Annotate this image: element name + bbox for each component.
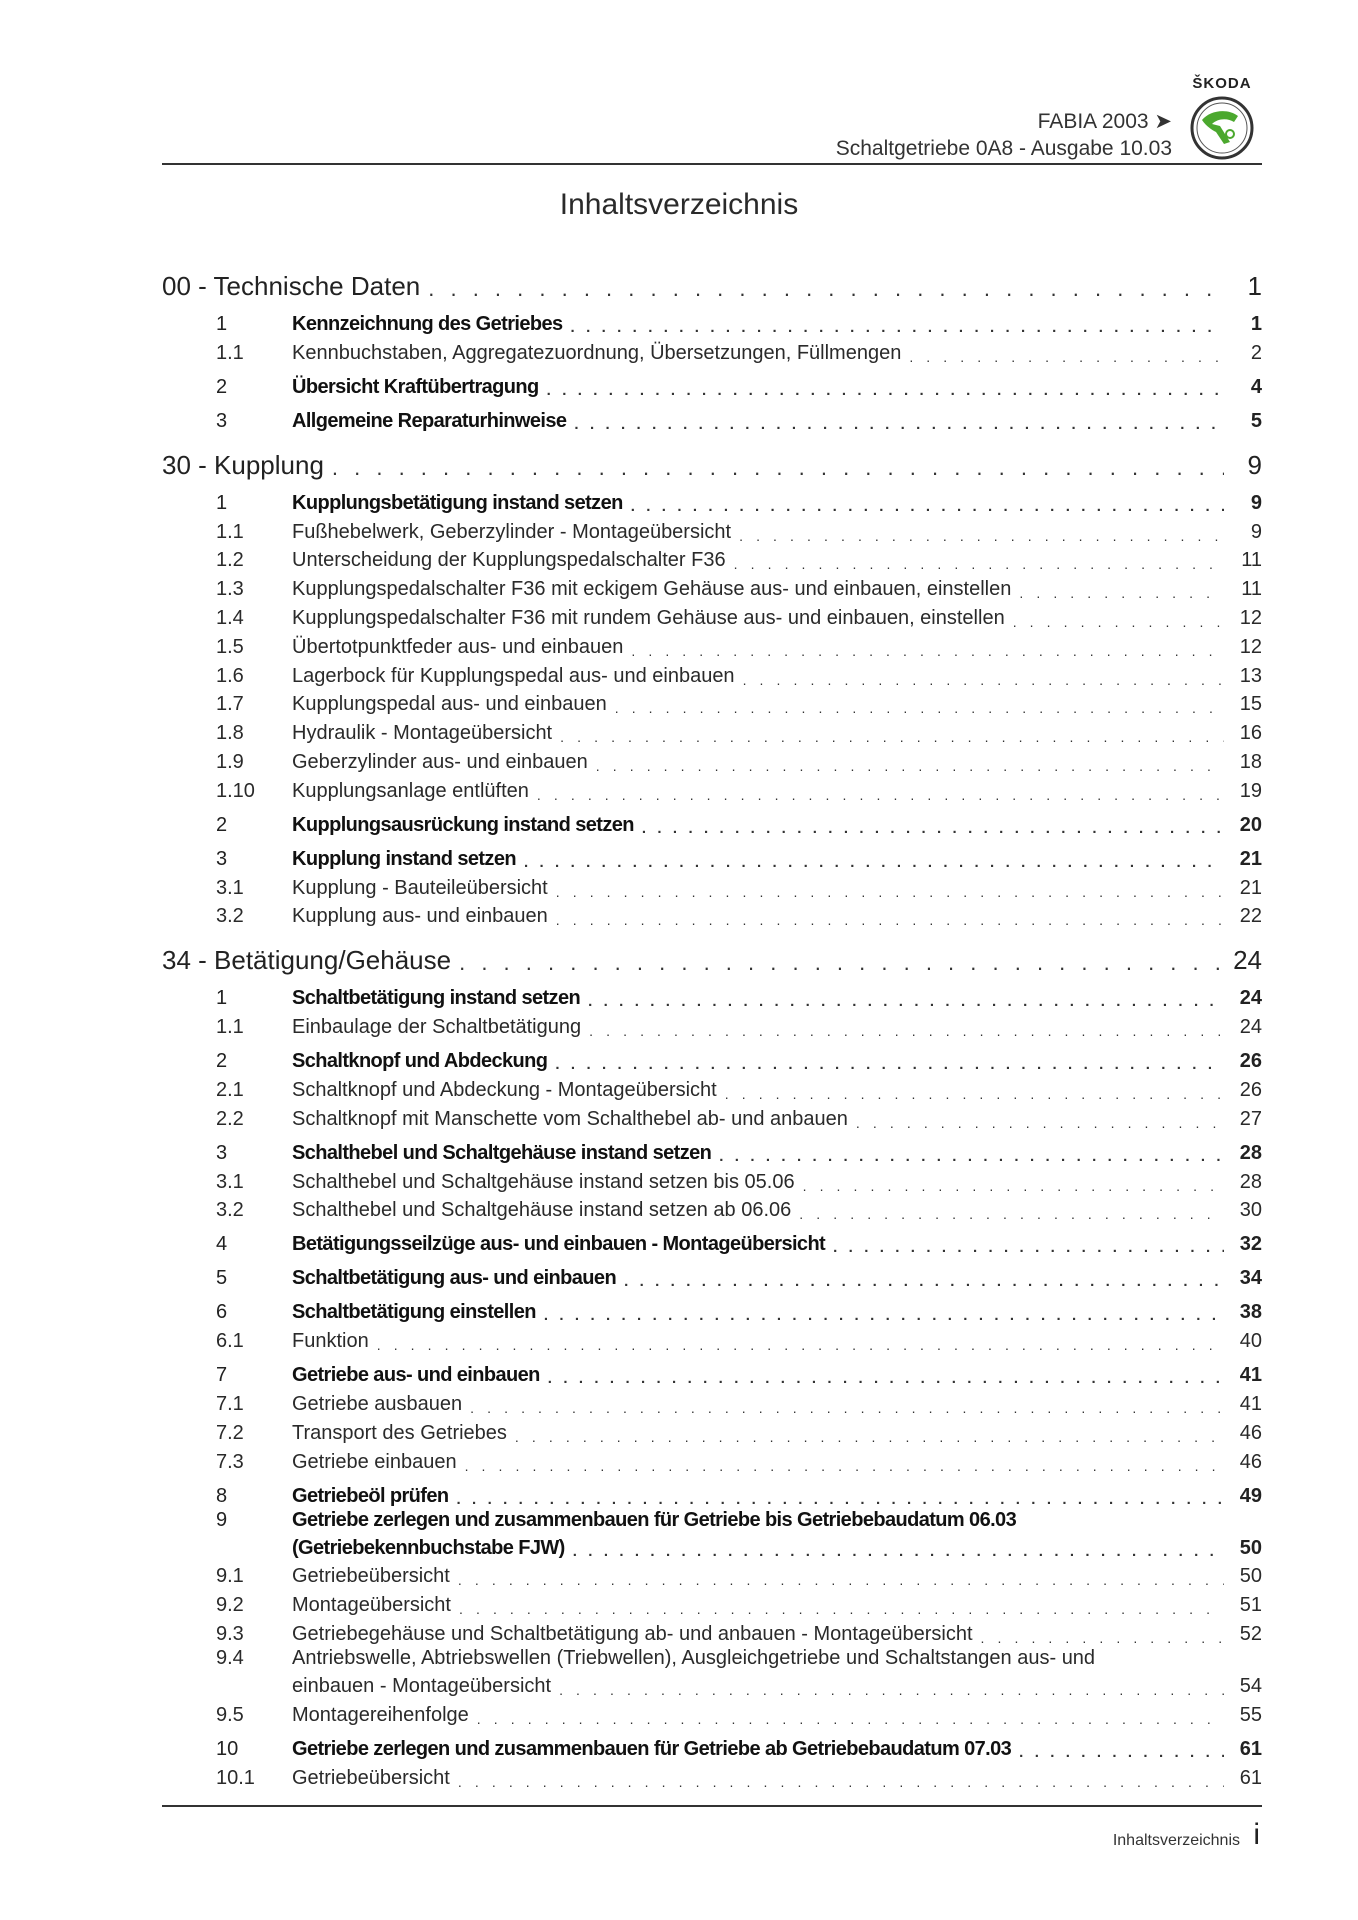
entry-number: 1.9: [216, 750, 244, 773]
leader-dots: [1013, 614, 1224, 630]
entry-page-number: 40: [1239, 1330, 1262, 1353]
entry-title: Getriebe aus- und einbauen: [292, 1364, 540, 1387]
entry-title: Einbaulage der Schaltbetätigung: [292, 1016, 582, 1039]
leader-dots: [548, 1370, 1224, 1387]
leader-dots: [555, 1056, 1224, 1073]
entry-page-number: 21: [1239, 847, 1262, 870]
toc-entry[interactable]: [162, 976, 1262, 1010]
entry-number: 3.2: [216, 1199, 244, 1222]
entry-title: Kupplungspedal aus- und einbauen: [292, 693, 607, 716]
leader-dots: [457, 1491, 1225, 1508]
toc-entry[interactable]: [162, 837, 1262, 871]
entry-title: Geberzylinder aus- und einbauen: [292, 750, 588, 773]
section-title: 30 - Kupplung: [162, 449, 324, 480]
toc-entry[interactable]: [162, 399, 1262, 433]
leader-dots: [743, 672, 1224, 688]
entry-page-number: 9: [1250, 520, 1262, 543]
page-header: [162, 75, 1262, 165]
leader-dots: [458, 1572, 1224, 1588]
entry-title: Kupplungspedalschalter F36 mit rundem Gehäuse aus- und einbauen, einstellen: [292, 606, 1005, 629]
entry-number: 1.7: [216, 693, 244, 716]
entry-number: 9.5: [216, 1703, 244, 1726]
entry-page-number: 28: [1239, 1141, 1262, 1164]
toc-entry[interactable]: [162, 1588, 1262, 1617]
entry-number: 7.2: [216, 1421, 244, 1444]
toc-entry[interactable]: [162, 1165, 1262, 1194]
entry-title: Übertotpunktfeder aus- und einbauen: [292, 635, 624, 658]
toc-entry[interactable]: [162, 302, 1262, 336]
entry-number: 6.1: [216, 1330, 244, 1353]
entry-number: 1.3: [216, 578, 244, 601]
leader-dots: [725, 1086, 1224, 1102]
section-page-number: 9: [1247, 449, 1262, 480]
toc-entry[interactable]: [162, 1010, 1262, 1039]
leader-dots: [515, 1429, 1224, 1445]
entry-number: 5: [216, 1267, 228, 1290]
toc-entry[interactable]: [162, 544, 1262, 573]
entry-number: 1.4: [216, 606, 244, 629]
entry-title: Getriebe zerlegen und zusammenbauen für Getriebe bis Getriebebaudatum 06.03: [292, 1508, 1017, 1531]
entry-number: 1: [216, 491, 228, 514]
header-divider: [162, 163, 1262, 165]
leader-dots: [459, 1601, 1224, 1617]
toc-entry[interactable]: [162, 1416, 1262, 1445]
skoda-logo-icon: [1190, 96, 1254, 160]
toc-entry[interactable]: [162, 1324, 1262, 1353]
entry-title: Montageübersicht: [292, 1594, 451, 1617]
toc-entry[interactable]: [162, 1617, 1262, 1646]
entry-page-number: 13: [1239, 664, 1262, 687]
entry-number: 7.3: [216, 1450, 244, 1473]
toc-entry[interactable]: [162, 365, 1262, 399]
leader-dots: [556, 884, 1224, 900]
section-title: 00 - Technische Daten: [162, 271, 421, 301]
toc-entry[interactable]: [162, 1387, 1262, 1416]
entry-page-number: 41: [1239, 1364, 1262, 1387]
leader-dots: [332, 455, 1224, 481]
leader-dots: [631, 643, 1224, 659]
entry-title: Schaltknopf mit Manschette vom Schalthebel ab- und anbauen: [292, 1107, 848, 1130]
leader-dots: [615, 700, 1224, 716]
entry-number: 6: [216, 1301, 228, 1324]
leader-dots: [477, 1711, 1224, 1727]
leader-dots: [458, 1774, 1224, 1790]
toc-entry[interactable]: [162, 1131, 1262, 1165]
entry-page-number: 20: [1239, 813, 1262, 836]
entry-title: Kupplungsbetätigung instand setzen: [292, 491, 623, 514]
entry-page-number: 4: [1250, 375, 1262, 398]
entry-number: 2: [216, 375, 228, 398]
toc-entry[interactable]: [162, 1698, 1262, 1727]
leader-dots: [642, 820, 1224, 837]
entry-title: Kupplung aus- und einbauen: [292, 905, 548, 928]
leader-dots: [560, 729, 1224, 745]
leader-dots: [537, 787, 1224, 803]
entry-title: Schaltbetätigung instand setzen: [292, 987, 581, 1010]
entry-page-number: 30: [1239, 1199, 1262, 1222]
leader-dots: [559, 1682, 1224, 1698]
leader-dots: [1019, 1744, 1224, 1761]
entry-page-number: 26: [1239, 1078, 1262, 1101]
entry-page-number: 46: [1239, 1450, 1262, 1473]
entry-title: Lagerbock für Kupplungspedal aus- und einbauen: [292, 664, 735, 687]
section-page-number: 1: [1247, 271, 1262, 301]
entry-page-number: 49: [1239, 1484, 1262, 1507]
entry-page-number: 5: [1250, 409, 1262, 432]
toc-entry[interactable]: [162, 1102, 1262, 1131]
entry-title: Getriebeöl prüfen: [292, 1484, 449, 1507]
entry-number: 1.8: [216, 722, 244, 745]
entry-number: 9: [216, 1508, 228, 1531]
leader-dots: [470, 1400, 1224, 1416]
entry-title: Fußhebelwerk, Geberzylinder - Montageübersicht: [292, 520, 732, 543]
entry-page-number: 24: [1239, 987, 1262, 1010]
toc-entry[interactable]: [162, 336, 1262, 365]
leader-dots: [588, 993, 1224, 1010]
toc-entry[interactable]: [162, 481, 1262, 515]
leader-dots: [856, 1115, 1224, 1131]
entry-title: Kupplungsanlage entlüften: [292, 779, 529, 802]
entry-page-number: 11: [1241, 578, 1262, 601]
entry-title: Schalthebel und Schaltgehäuse instand setzen: [292, 1141, 712, 1164]
toc-entry[interactable]: [162, 803, 1262, 837]
toc-entry[interactable]: [162, 716, 1262, 745]
entry-number: 1.2: [216, 549, 244, 572]
entry-page-number: 52: [1239, 1622, 1262, 1645]
entry-number: 9.4: [216, 1646, 244, 1669]
entry-number: 2.1: [216, 1078, 244, 1101]
entry-page-number: 1: [1250, 313, 1262, 335]
leader-dots: [734, 556, 1224, 572]
entry-page-number: 34: [1239, 1267, 1262, 1290]
toc-entry[interactable]: [162, 774, 1262, 803]
leader-dots: [459, 950, 1224, 976]
entry-page-number: 38: [1239, 1301, 1262, 1324]
entry-number: 3.1: [216, 876, 244, 899]
toc-section-heading[interactable]: [162, 445, 1262, 481]
entry-title: Getriebeübersicht: [292, 1565, 450, 1588]
entry-title: Allgemeine Reparaturhinweise: [292, 409, 567, 432]
entry-number: 3: [216, 1141, 228, 1164]
entry-page-number: 26: [1239, 1050, 1262, 1073]
toc-entry[interactable]: [162, 745, 1262, 774]
toc-entry[interactable]: [162, 1222, 1262, 1256]
entry-title: Kennzeichnung des Getriebes: [292, 313, 563, 335]
entry-title: Schalthebel und Schaltgehäuse instand setzen bis 05.06: [292, 1170, 795, 1193]
leader-dots: [596, 758, 1224, 774]
toc-entry[interactable]: [162, 1646, 1262, 1698]
entry-title: Schaltbetätigung aus- und einbauen: [292, 1267, 617, 1290]
leader-dots: [524, 854, 1224, 871]
toc-entry[interactable]: [162, 1474, 1262, 1508]
entry-title: Schaltknopf und Abdeckung - Montageübersicht: [292, 1078, 717, 1101]
entry-page-number: 2: [1250, 341, 1262, 364]
toc-entry[interactable]: [162, 1194, 1262, 1223]
entry-number: 1.5: [216, 635, 244, 658]
leader-dots: [739, 528, 1224, 544]
leader-dots: [1019, 585, 1224, 601]
entry-number: 1: [216, 987, 228, 1010]
leader-dots: [909, 349, 1224, 365]
entry-number: 7: [216, 1364, 228, 1387]
table-of-contents: [162, 262, 1262, 1790]
entry-page-number: 15: [1239, 693, 1262, 716]
entry-page-number: 50: [1239, 1536, 1262, 1559]
leader-dots: [573, 1543, 1224, 1560]
toc-entry[interactable]: [162, 1290, 1262, 1324]
entry-title: Kupplung - Bauteileübersicht: [292, 876, 548, 899]
brand-block: [1182, 75, 1262, 160]
entry-number: 1: [216, 313, 228, 335]
entry-number: 9.2: [216, 1594, 244, 1617]
entry-page-number: 24: [1239, 1016, 1262, 1039]
entry-title: Getriebe einbauen: [292, 1450, 457, 1473]
entry-title: Antriebswelle, Abtriebswellen (Triebwellen), Ausgleichgetriebe und Schaltstangen aus- und: [292, 1646, 1096, 1669]
entry-title: Betätigungsseilzüge aus- und einbauen - Montageübersicht: [292, 1233, 826, 1256]
entry-number: 3: [216, 409, 228, 432]
entry-page-number: 54: [1239, 1674, 1262, 1697]
entry-number: 2: [216, 813, 228, 836]
entry-number: 1.1: [216, 1016, 244, 1039]
section-title: 34 - Betätigung/Gehäuse: [162, 945, 452, 976]
entry-title: Schaltbetätigung einstellen: [292, 1301, 536, 1324]
toc-entry[interactable]: [162, 1508, 1262, 1560]
leader-dots: [719, 1148, 1224, 1165]
entry-title: Getriebeübersicht: [292, 1766, 450, 1789]
entry-title: Montagereihenfolge: [292, 1703, 469, 1726]
entry-title: Schaltknopf und Abdeckung: [292, 1050, 548, 1073]
entry-page-number: 19: [1239, 779, 1262, 802]
toc-entry[interactable]: [162, 1445, 1262, 1474]
entry-page-number: 28: [1239, 1170, 1262, 1193]
entry-number: 1.1: [216, 520, 244, 543]
document-subtitle: Schaltgetriebe 0A8 - Ausgabe 10.03: [835, 137, 1172, 160]
entry-number: 9.3: [216, 1622, 244, 1645]
entry-number: 10: [216, 1737, 239, 1760]
entry-page-number: 12: [1239, 635, 1262, 658]
toc-entry[interactable]: [162, 1256, 1262, 1290]
model-title: FABIA 2003 ➤: [1037, 110, 1172, 133]
entry-page-number: 32: [1239, 1233, 1262, 1256]
leader-dots: [574, 416, 1224, 433]
entry-title: Kupplungspedalschalter F36 mit eckigem Gehäuse aus- und einbauen, einstellen: [292, 578, 1012, 601]
entry-title: Funktion: [292, 1330, 369, 1353]
toc-entry[interactable]: [162, 1353, 1262, 1387]
entry-title-continued: einbauen - Montageübersicht: [292, 1674, 552, 1697]
entry-number: 8: [216, 1484, 228, 1507]
leader-dots: [799, 1206, 1224, 1222]
toc-entry[interactable]: [162, 601, 1262, 630]
toc-section-heading[interactable]: [162, 940, 1262, 976]
leader-dots: [428, 276, 1224, 302]
entry-page-number: 55: [1239, 1703, 1262, 1726]
entry-number: 9.1: [216, 1565, 244, 1588]
entry-title: Übersicht Kraftübertragung: [292, 375, 539, 398]
leader-dots: [981, 1630, 1225, 1646]
entry-page-number: 61: [1239, 1737, 1262, 1760]
leader-dots: [624, 1273, 1224, 1290]
toc-entry[interactable]: [162, 1761, 1262, 1790]
leader-dots: [833, 1239, 1224, 1256]
entry-number: 1.6: [216, 664, 244, 687]
leader-dots: [631, 498, 1224, 515]
entry-title: Transport des Getriebes: [292, 1421, 507, 1444]
entry-number: 1.1: [216, 341, 244, 364]
toc-entry[interactable]: [162, 688, 1262, 717]
toc-entry[interactable]: [162, 630, 1262, 659]
toc-entry[interactable]: [162, 900, 1262, 929]
entry-page-number: 16: [1239, 722, 1262, 745]
entry-page-number: 12: [1239, 606, 1262, 629]
leader-dots: [589, 1023, 1224, 1039]
leader-dots: [544, 1307, 1224, 1324]
entry-title-continued: (Getriebekennbuchstabe FJW): [292, 1536, 565, 1559]
toc-entry[interactable]: [162, 1073, 1262, 1102]
section-page-number: 24: [1233, 945, 1262, 976]
leader-dots: [377, 1337, 1224, 1353]
entry-title: Hydraulik - Montageübersicht: [292, 722, 553, 745]
entry-title: Getriebe ausbauen: [292, 1392, 463, 1415]
entry-number: 2.2: [216, 1107, 244, 1130]
toc-entry[interactable]: [162, 871, 1262, 900]
toc-section-heading[interactable]: [162, 266, 1262, 302]
entry-page-number: 11: [1241, 549, 1262, 572]
entry-number: 3: [216, 847, 228, 870]
entry-number: 10.1: [216, 1766, 255, 1789]
entry-page-number: 46: [1239, 1421, 1262, 1444]
entry-page-number: 51: [1239, 1594, 1262, 1617]
entry-page-number: 21: [1239, 876, 1262, 899]
entry-number: 7.1: [216, 1392, 244, 1415]
entry-title: Kupplung instand setzen: [292, 847, 516, 870]
entry-title: Schalthebel und Schaltgehäuse instand setzen ab 06.06: [292, 1199, 792, 1222]
toc-entry[interactable]: [162, 572, 1262, 601]
page-title: Inhaltsverzeichnis: [559, 188, 799, 221]
entry-title: Getriebegehäuse und Schaltbetätigung ab- und anbauen - Montageübersicht: [292, 1622, 973, 1645]
toc-entry[interactable]: [162, 515, 1262, 544]
leader-dots: [556, 912, 1224, 928]
entry-number: 3.1: [216, 1170, 244, 1193]
leader-dots: [547, 382, 1224, 399]
entry-title: Kennbuchstaben, Aggregatezuordnung, Übersetzungen, Füllmengen: [292, 341, 902, 364]
leader-dots: [465, 1458, 1224, 1474]
entry-title: Kupplungsausrückung instand setzen: [292, 813, 634, 836]
entry-page-number: 50: [1239, 1565, 1262, 1588]
leader-dots: [803, 1178, 1224, 1194]
footer-label: Inhaltsverzeichnis: [1112, 1832, 1240, 1849]
toc-entry[interactable]: [162, 1039, 1262, 1073]
toc-entry[interactable]: [162, 1560, 1262, 1589]
footer-page-number: i: [1253, 1818, 1260, 1851]
brand-name: ŠKODA: [1192, 75, 1252, 92]
toc-entry[interactable]: [162, 1727, 1262, 1761]
entry-page-number: 27: [1239, 1107, 1262, 1130]
entry-number: 1.10: [216, 779, 255, 802]
footer-divider: [162, 1805, 1262, 1807]
entry-page-number: 22: [1239, 905, 1262, 928]
entry-page-number: 18: [1239, 750, 1262, 773]
entry-number: 3.2: [216, 905, 244, 928]
entry-page-number: 61: [1239, 1766, 1262, 1789]
toc-entry[interactable]: [162, 659, 1262, 688]
leader-dots: [571, 319, 1224, 336]
entry-title: Getriebe zerlegen und zusammenbauen für Getriebe ab Getriebebaudatum 07.03: [292, 1737, 1012, 1760]
entry-page-number: 41: [1239, 1392, 1262, 1415]
entry-page-number: 9: [1250, 491, 1262, 514]
entry-title: Unterscheidung der Kupplungspedalschalter F36: [292, 549, 726, 572]
entry-number: 4: [216, 1233, 228, 1256]
entry-number: 2: [216, 1050, 228, 1073]
